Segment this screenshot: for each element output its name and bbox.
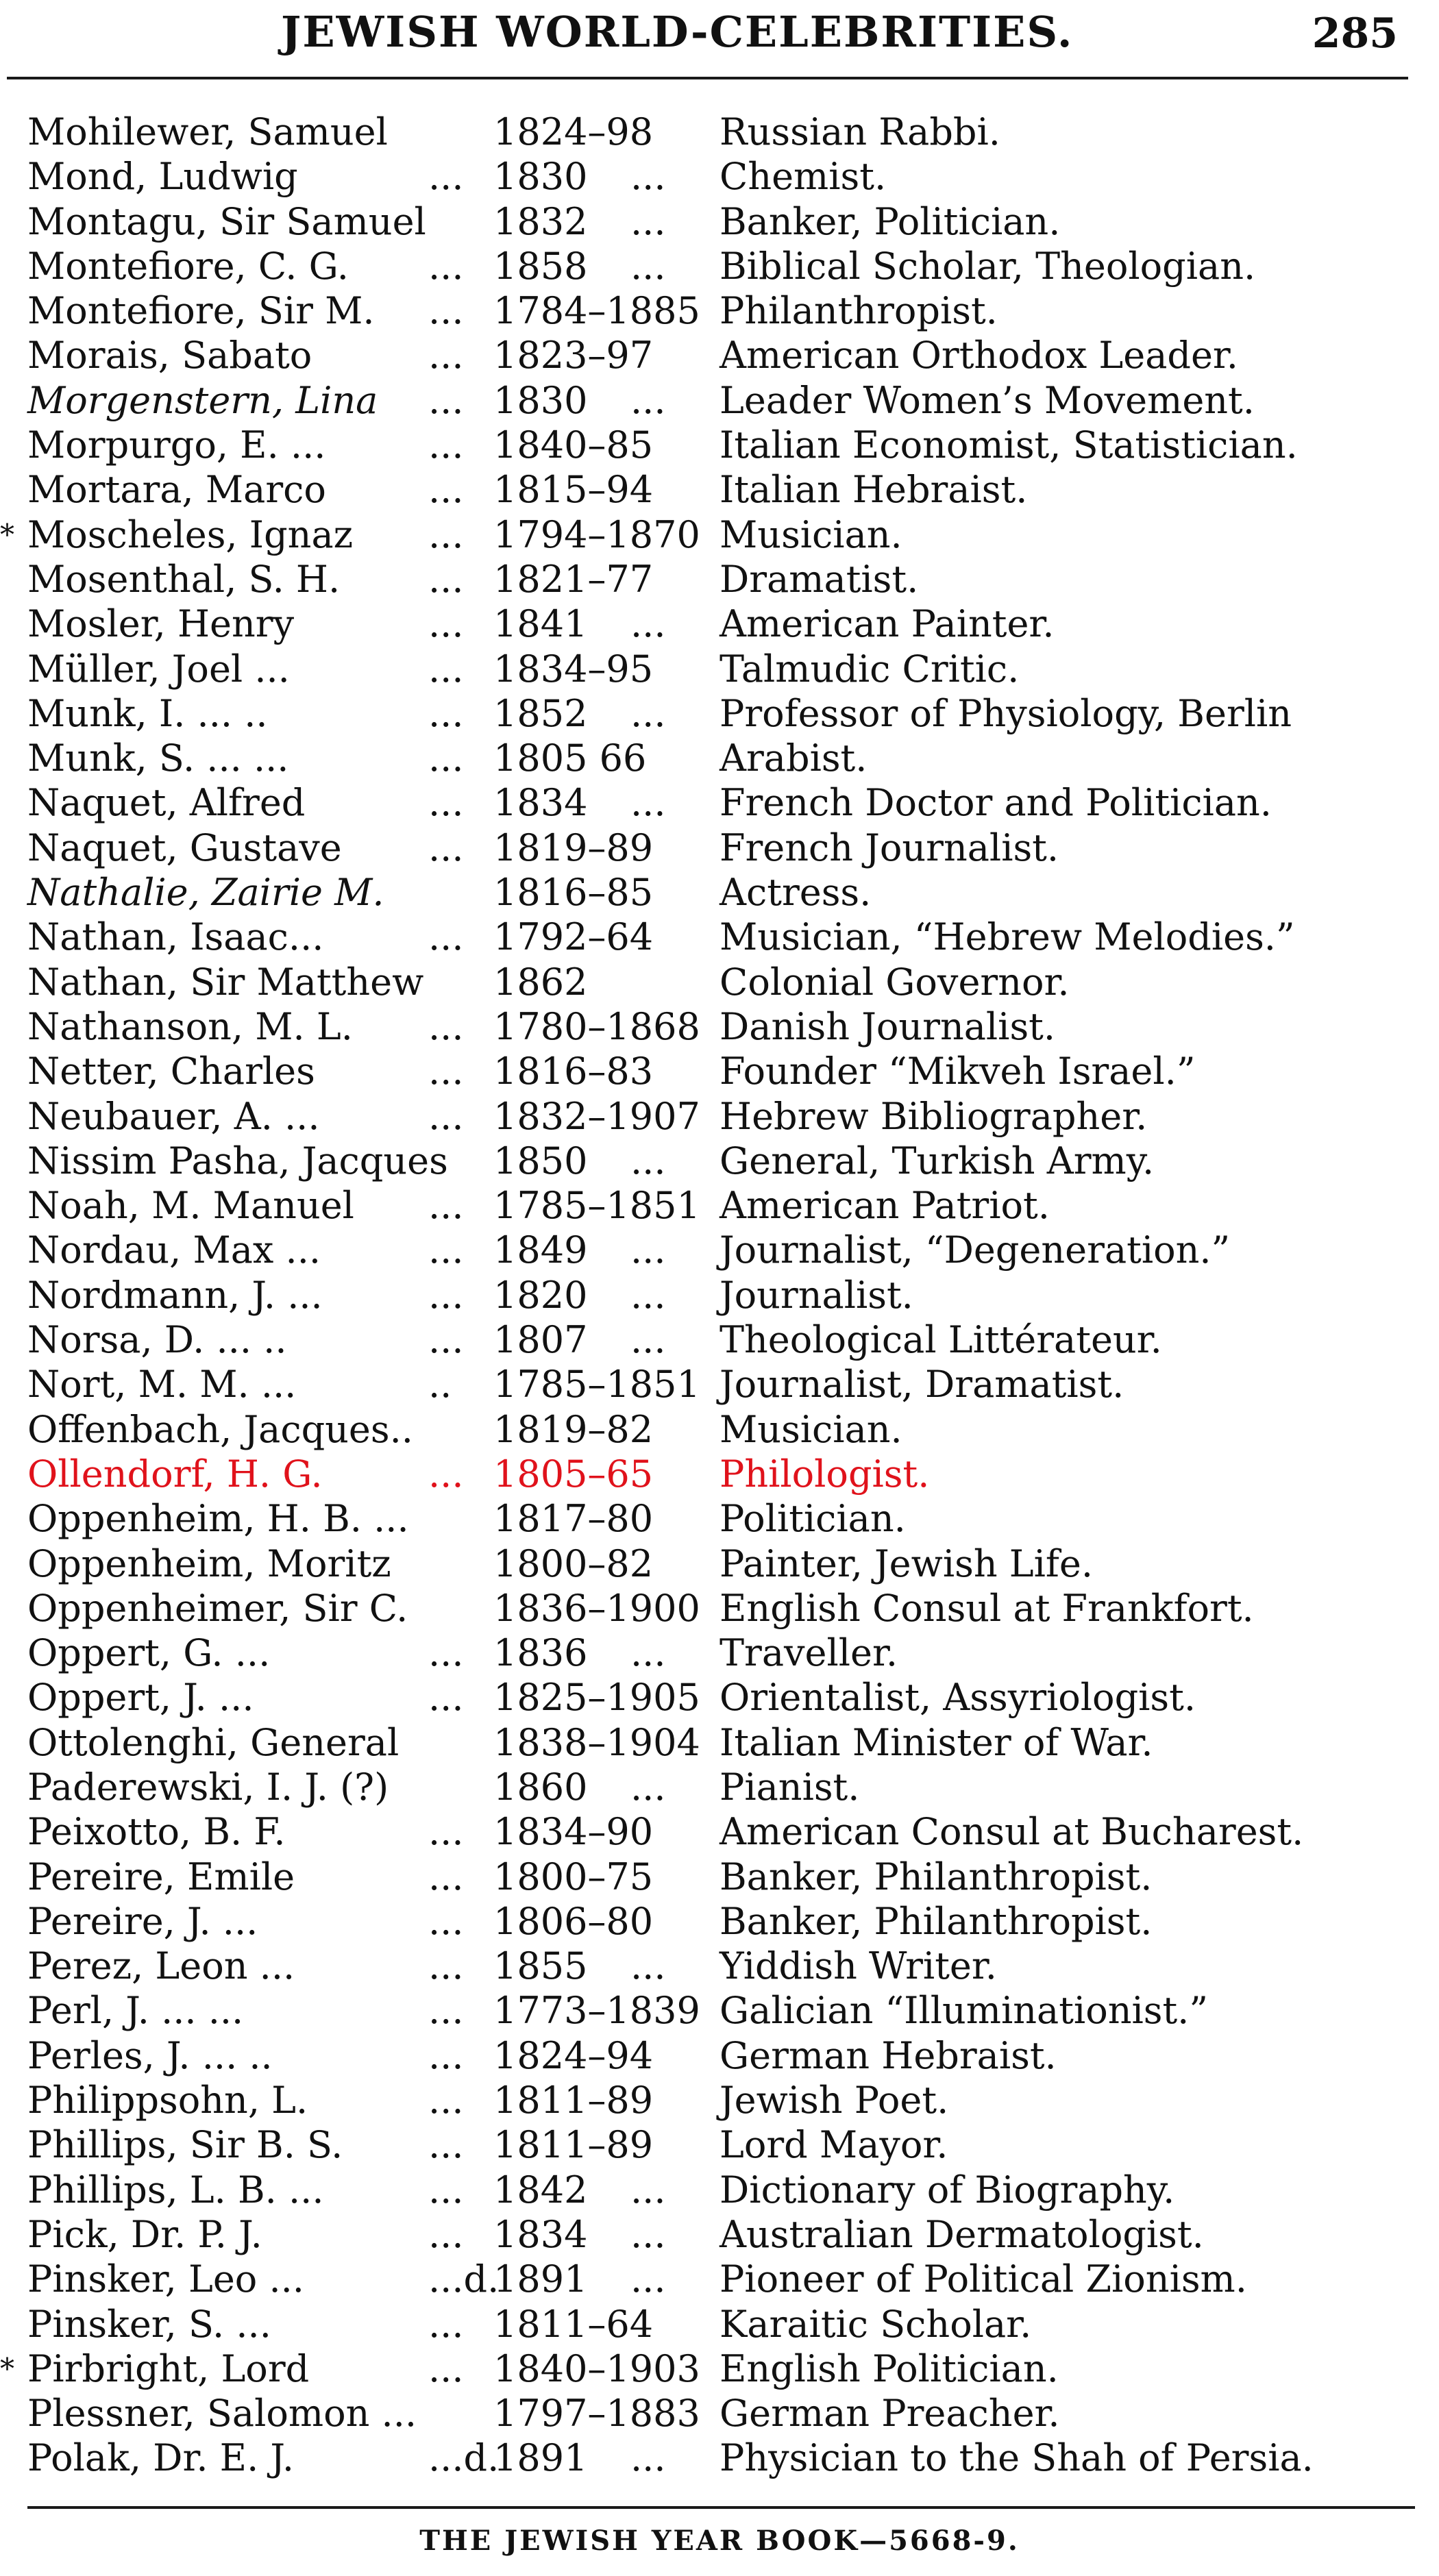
list-item bbox=[0, 1139, 1439, 1183]
entry-leader-dots-2: ... bbox=[630, 2212, 666, 2256]
entry-leader-dots: ... bbox=[428, 378, 464, 422]
entry-dates: 1807 bbox=[493, 1318, 588, 1362]
entry-name: Mohilewer, Samuel bbox=[27, 110, 388, 153]
list-item bbox=[0, 647, 1439, 691]
entry-name: Pinsker, Leo ... bbox=[27, 2257, 304, 2301]
entry-name: Pereire, J. ... bbox=[27, 1899, 258, 1943]
entry-description: Pioneer of Political Zionism. bbox=[720, 2257, 1247, 2301]
entry-description: Pianist. bbox=[720, 1765, 860, 1809]
entry-description: Talmudic Critic. bbox=[720, 647, 1020, 691]
entry-dates: 1806–80 bbox=[493, 1899, 654, 1943]
entry-description: English Consul at Frankfort. bbox=[720, 1586, 1254, 1630]
entry-name: Montefiore, Sir M. bbox=[27, 289, 375, 333]
entry-description: German Hebraist. bbox=[720, 2033, 1057, 2077]
entry-leader-dots: ... bbox=[428, 2079, 464, 2122]
entry-name: Naquet, Gustave bbox=[27, 826, 342, 869]
entry-name: Morpurgo, E. ... bbox=[27, 423, 326, 467]
entry-leader-dots: ... bbox=[428, 2123, 464, 2167]
entry-leader-dots: ... bbox=[428, 1452, 464, 1496]
entry-dates: 1785–1851 bbox=[493, 1184, 700, 1228]
entry-description: American Consul at Bucharest. bbox=[720, 1810, 1304, 1854]
list-item bbox=[0, 691, 1439, 736]
list-item bbox=[0, 1675, 1439, 1720]
list-item bbox=[0, 2346, 1439, 2391]
entry-leader-dots: ... bbox=[428, 736, 464, 780]
entry-description: General, Turkish Army. bbox=[720, 1139, 1155, 1182]
entry-dates: 1811–89 bbox=[493, 2079, 654, 2122]
entry-dates: 1832 bbox=[493, 199, 588, 243]
footer-text: THE JEWISH YEAR BOOK—5668-9. bbox=[419, 2525, 1020, 2557]
entry-leader-dots-2: ... bbox=[630, 2257, 666, 2301]
list-item bbox=[0, 467, 1439, 512]
list-item bbox=[0, 512, 1439, 557]
entry-dates: 1773–1839 bbox=[493, 1989, 700, 2033]
entry-dates: 1836–1900 bbox=[493, 1586, 700, 1630]
entry-description: Danish Journalist. bbox=[720, 1004, 1056, 1048]
entry-description: French Journalist. bbox=[720, 826, 1059, 869]
entry-name: Nordau, Max ... bbox=[27, 1228, 321, 1272]
entry-description: American Patriot. bbox=[720, 1184, 1050, 1228]
list-item bbox=[0, 1362, 1439, 1407]
entry-leader-dots: ... bbox=[428, 1944, 464, 1988]
entry-name: Oppert, G. ... bbox=[27, 1631, 271, 1675]
page-header bbox=[0, 0, 1439, 72]
entry-description: Musician, “Hebrew Melodies.” bbox=[720, 915, 1295, 959]
entry-description: Philanthropist. bbox=[720, 289, 998, 333]
entry-leader-dots: ... bbox=[428, 155, 464, 199]
entry-dates: 1855 bbox=[493, 1944, 588, 1988]
entry-dates: 1891 bbox=[493, 2436, 588, 2480]
entry-leader-dots-2: ... bbox=[630, 244, 666, 288]
entry-leader-dots-2: ... bbox=[630, 1765, 666, 1809]
entry-description: Hebrew Bibliographer. bbox=[720, 1094, 1148, 1138]
entry-name: Morais, Sabato bbox=[27, 334, 312, 377]
page-title: JEWISH WORLD-CELEBRITIES. bbox=[281, 7, 1074, 57]
list-item bbox=[0, 423, 1439, 467]
entry-description: Chemist. bbox=[720, 155, 887, 199]
entry-description: Australian Dermatologist. bbox=[720, 2212, 1204, 2256]
entry-dates: 1841 bbox=[493, 602, 588, 646]
entry-description: English Politician. bbox=[720, 2346, 1059, 2390]
entry-dates: 1805 66 bbox=[493, 736, 647, 780]
entry-description: Philologist. bbox=[720, 1452, 930, 1496]
entry-leader-dots: ... bbox=[428, 244, 464, 288]
entry-dates: 1836 bbox=[493, 1631, 588, 1675]
list-item bbox=[0, 2212, 1439, 2257]
entry-name: Pereire, Emile bbox=[27, 1855, 295, 1898]
entry-leader-dots: ... bbox=[428, 826, 464, 869]
entry-dates: 1825–1905 bbox=[493, 1676, 700, 1720]
entry-leader-dots: ... bbox=[428, 468, 464, 512]
list-item bbox=[0, 1273, 1439, 1317]
entry-leader-dots: ... bbox=[428, 1273, 464, 1317]
entry-dates: 1832–1907 bbox=[493, 1094, 700, 1138]
entry-leader-dots-2: ... bbox=[630, 2168, 666, 2212]
list-item bbox=[0, 199, 1439, 244]
entry-description: Founder “Mikveh Israel.” bbox=[720, 1050, 1196, 1093]
list-item bbox=[0, 960, 1439, 1004]
list-item bbox=[0, 2078, 1439, 2122]
entry-leader-dots-2: ... bbox=[630, 199, 666, 243]
entry-leader-dots: ... bbox=[428, 1184, 464, 1228]
list-item bbox=[0, 1452, 1439, 1496]
entry-description: Physician to the Shah of Persia. bbox=[720, 2436, 1314, 2480]
entry-leader-dots: ... bbox=[428, 1094, 464, 1138]
entry-description: Italian Economist, Statistician. bbox=[720, 423, 1298, 467]
entry-name: Müller, Joel ... bbox=[27, 647, 290, 691]
entry-name: Morgenstern, Lina bbox=[27, 378, 378, 422]
entry-dates: 1821–77 bbox=[493, 557, 654, 601]
list-item bbox=[0, 1988, 1439, 2033]
list-item bbox=[0, 2168, 1439, 2212]
entry-leader-dots: ... bbox=[428, 1318, 464, 1362]
entry-name: Montagu, Sir Samuel bbox=[27, 199, 426, 243]
entry-name: Nathalie, Zairie M. bbox=[27, 871, 384, 915]
entry-dates: 1819–82 bbox=[493, 1407, 654, 1451]
entry-leader-dots-2: ... bbox=[630, 378, 666, 422]
entry-leader-dots-2: ... bbox=[630, 1944, 666, 1988]
entry-leader-dots-2: ... bbox=[630, 1139, 666, 1182]
entry-dates: 1811–64 bbox=[493, 2302, 654, 2346]
entry-description: Actress. bbox=[720, 871, 872, 915]
entry-dates: 1794–1870 bbox=[493, 512, 700, 556]
entry-dates: 1816–83 bbox=[493, 1050, 654, 1093]
list-item bbox=[0, 1004, 1439, 1049]
list-item bbox=[0, 602, 1439, 646]
entry-name: Perez, Leon ... bbox=[27, 1944, 295, 1988]
entry-dates: 1792–64 bbox=[493, 915, 654, 959]
entry-dates: 1805–65 bbox=[493, 1452, 654, 1496]
entry-description: Banker, Philanthropist. bbox=[720, 1899, 1153, 1943]
entry-leader-dots-2: ... bbox=[630, 155, 666, 199]
entry-dates: 1850 bbox=[493, 1139, 588, 1182]
entry-name: Naquet, Alfred bbox=[27, 781, 306, 825]
entry-name: Pinsker, S. ... bbox=[27, 2302, 271, 2346]
entry-name: Munk, S. ... ... bbox=[27, 736, 289, 780]
entry-name: Munk, I. ... .. bbox=[27, 691, 268, 735]
entry-name: Nathan, Sir Matthew bbox=[27, 960, 424, 1004]
entry-dates: 1834–90 bbox=[493, 1810, 654, 1854]
entry-name: Pirbright, Lord bbox=[27, 2346, 310, 2390]
entry-description: Russian Rabbi. bbox=[720, 110, 1000, 153]
entry-name: Moscheles, Ignaz bbox=[27, 512, 354, 556]
entry-dates: 1830 bbox=[493, 378, 588, 422]
entry-description: Journalist, “Degeneration.” bbox=[720, 1228, 1231, 1272]
entry-leader-dots: ... bbox=[428, 1989, 464, 2033]
entry-description: Painter, Jewish Life. bbox=[720, 1541, 1094, 1585]
entry-name: Phillips, L. B. ... bbox=[27, 2168, 324, 2212]
list-item bbox=[0, 244, 1439, 288]
entry-dates: 1840–85 bbox=[493, 423, 654, 467]
entry-description: Professor of Physiology, Berlin bbox=[720, 691, 1292, 735]
entry-leader-dots: ... bbox=[428, 691, 464, 735]
entry-leader-dots: ... bbox=[428, 647, 464, 691]
entry-dates: 1858 bbox=[493, 244, 588, 288]
list-item bbox=[0, 1407, 1439, 1452]
entry-leader-dots-2: ... bbox=[630, 602, 666, 646]
list-item bbox=[0, 154, 1439, 199]
entry-dates: 1860 bbox=[493, 1765, 588, 1809]
list-item bbox=[0, 1541, 1439, 1586]
list-item bbox=[0, 2122, 1439, 2167]
bottom-rule bbox=[27, 2506, 1415, 2509]
entry-leader-dots: ... bbox=[428, 423, 464, 467]
list-item bbox=[0, 378, 1439, 423]
entry-name: Nissim Pasha, Jacques bbox=[27, 1139, 448, 1182]
entry-name: Pick, Dr. P. J. bbox=[27, 2212, 262, 2256]
entry-dates: 1819–89 bbox=[493, 826, 654, 869]
list-item bbox=[0, 2302, 1439, 2346]
entry-name: Netter, Charles bbox=[27, 1050, 315, 1093]
entry-leader-dots: ... bbox=[428, 1631, 464, 1675]
list-item bbox=[0, 1094, 1439, 1139]
entry-description: German Preacher. bbox=[720, 2392, 1060, 2436]
list-item bbox=[0, 1049, 1439, 1093]
list-item bbox=[0, 915, 1439, 959]
entry-description: Arabist. bbox=[720, 736, 868, 780]
list-item bbox=[0, 2257, 1439, 2301]
list-item bbox=[0, 826, 1439, 870]
entry-dates: 1891 bbox=[493, 2257, 588, 2301]
entry-name: Phillips, Sir B. S. bbox=[27, 2123, 343, 2167]
entry-dates: 1797–1883 bbox=[493, 2392, 700, 2436]
entry-leader-dots-2: ... bbox=[630, 1273, 666, 1317]
entry-description: Lord Mayor. bbox=[720, 2123, 948, 2167]
entry-description: Dictionary of Biography. bbox=[720, 2168, 1175, 2212]
entries-list bbox=[0, 110, 1439, 2481]
entry-leader-dots: ... bbox=[428, 1050, 464, 1093]
entry-description: Jewish Poet. bbox=[720, 2079, 949, 2122]
entry-description: American Painter. bbox=[720, 602, 1055, 646]
list-item bbox=[0, 1496, 1439, 1541]
entry-name: Oppert, J. ... bbox=[27, 1676, 254, 1720]
entry-description: Orientalist, Assyriologist. bbox=[720, 1676, 1196, 1720]
entry-dates: 1823–97 bbox=[493, 334, 654, 377]
list-item bbox=[0, 1631, 1439, 1675]
entry-name: Ollendorf, H. G. bbox=[27, 1452, 323, 1496]
entry-description: Theological Littérateur. bbox=[720, 1318, 1162, 1362]
list-item bbox=[0, 1809, 1439, 1854]
entry-leader-dots-2: ... bbox=[630, 2436, 666, 2480]
list-item bbox=[0, 333, 1439, 377]
page-number: 285 bbox=[1312, 10, 1398, 58]
entry-description: Musician. bbox=[720, 1407, 902, 1451]
entry-leader-dots: ... bbox=[428, 2168, 464, 2212]
entry-leader-dots: ... bbox=[428, 1004, 464, 1048]
list-item bbox=[0, 1183, 1439, 1228]
list-item bbox=[0, 1228, 1439, 1272]
entry-name: Ottolenghi, General bbox=[27, 1720, 399, 1764]
entry-description: Banker, Philanthropist. bbox=[720, 1855, 1153, 1898]
entry-description: Banker, Politician. bbox=[720, 199, 1061, 243]
entry-description: Italian Hebraist. bbox=[720, 468, 1028, 512]
entry-dates: 1824–94 bbox=[493, 2033, 654, 2077]
entry-dates: 1785–1851 bbox=[493, 1363, 700, 1407]
entry-leader-dots-2: ... bbox=[630, 1228, 666, 1272]
list-item bbox=[0, 736, 1439, 780]
list-item bbox=[0, 288, 1439, 333]
entry-dates: 1862 bbox=[493, 960, 588, 1004]
entry-leader-dots: ... bbox=[428, 1855, 464, 1898]
entry-dates: 1815–94 bbox=[493, 468, 654, 512]
entry-dates: 1816–85 bbox=[493, 871, 654, 915]
entry-dates: 1852 bbox=[493, 691, 588, 735]
entry-leader-dots: ... bbox=[428, 512, 464, 556]
entry-name: Mortara, Marco bbox=[27, 468, 326, 512]
list-item bbox=[0, 780, 1439, 825]
list-item bbox=[0, 1944, 1439, 1988]
entry-description: Galician “Illuminationist.” bbox=[720, 1989, 1208, 2033]
entry-name: Paderewski, I. J. (?) bbox=[27, 1765, 389, 1809]
entry-name: Polak, Dr. E. J. bbox=[27, 2436, 295, 2480]
list-item bbox=[0, 2033, 1439, 2078]
entry-name: Philippsohn, L. bbox=[27, 2079, 308, 2122]
list-item bbox=[0, 1586, 1439, 1631]
list-item bbox=[0, 1317, 1439, 1362]
list-item bbox=[0, 1765, 1439, 1809]
entry-description: Italian Minister of War. bbox=[720, 1720, 1153, 1764]
entry-description: Colonial Governor. bbox=[720, 960, 1070, 1004]
top-rule bbox=[7, 77, 1408, 79]
entry-leader-dots: ... bbox=[428, 334, 464, 377]
list-item bbox=[0, 870, 1439, 915]
entry-name: Oppenheim, H. B. ... bbox=[27, 1497, 409, 1541]
entry-leader-dots-2: ... bbox=[630, 781, 666, 825]
entry-leader-dots: ... bbox=[428, 1810, 464, 1854]
entry-name: Oppenheimer, Sir C. bbox=[27, 1586, 408, 1630]
entry-description: Traveller. bbox=[720, 1631, 898, 1675]
entry-leader-dots: ... bbox=[428, 2033, 464, 2077]
entry-name: Norsa, D. ... .. bbox=[27, 1318, 287, 1362]
entry-description: Biblical Scholar, Theologian. bbox=[720, 244, 1256, 288]
entry-name: Perles, J. ... .. bbox=[27, 2033, 273, 2077]
entry-dates: 1834 bbox=[493, 781, 588, 825]
entry-description: Karaitic Scholar. bbox=[720, 2302, 1032, 2346]
entry-dates: 1800–75 bbox=[493, 1855, 654, 1898]
entry-star: * bbox=[0, 517, 14, 552]
entry-description: American Orthodox Leader. bbox=[720, 334, 1238, 377]
list-item bbox=[0, 2436, 1439, 2480]
entry-name: Mosler, Henry bbox=[27, 602, 295, 646]
entry-leader-dots: ... bbox=[428, 602, 464, 646]
entry-dates: 1840–1903 bbox=[493, 2346, 700, 2390]
entry-description: Journalist. bbox=[720, 1273, 913, 1317]
entry-leader-dots: ... bbox=[428, 2346, 464, 2390]
entry-description: Yiddish Writer. bbox=[720, 1944, 997, 1988]
entry-dates: 1811–89 bbox=[493, 2123, 654, 2167]
entry-name: Nordmann, J. ... bbox=[27, 1273, 323, 1317]
entry-leader-dots: ... bbox=[428, 2302, 464, 2346]
list-item bbox=[0, 557, 1439, 602]
entry-name: Nort, M. M. ... bbox=[27, 1363, 297, 1407]
entry-name: Nathanson, M. L. bbox=[27, 1004, 353, 1048]
entry-dates: 1834 bbox=[493, 2212, 588, 2256]
entry-name: Nathan, Isaac... bbox=[27, 915, 324, 959]
entry-name: Offenbach, Jacques.. bbox=[27, 1407, 413, 1451]
entry-name: Neubauer, A. ... bbox=[27, 1094, 320, 1138]
entry-leader-dots: ...d. bbox=[428, 2436, 500, 2480]
entry-leader-dots: ... bbox=[428, 557, 464, 601]
entry-dates: 1830 bbox=[493, 155, 588, 199]
entry-leader-dots: ... bbox=[428, 289, 464, 333]
entry-description: Musician. bbox=[720, 512, 902, 556]
entry-dates: 1800–82 bbox=[493, 1541, 654, 1585]
entry-leader-dots: ... bbox=[428, 781, 464, 825]
entry-name: Perl, J. ... ... bbox=[27, 1989, 244, 2033]
entry-name: Mosenthal, S. H. bbox=[27, 557, 341, 601]
entry-leader-dots: ... bbox=[428, 1899, 464, 1943]
list-item bbox=[0, 1855, 1439, 1899]
entry-name: Mond, Ludwig bbox=[27, 155, 298, 199]
entry-leader-dots: ... bbox=[428, 1228, 464, 1272]
entry-dates: 1842 bbox=[493, 2168, 588, 2212]
entry-name: Montefiore, C. G. bbox=[27, 244, 349, 288]
entry-dates: 1838–1904 bbox=[493, 1720, 700, 1764]
list-item bbox=[0, 1899, 1439, 1944]
entry-dates: 1824–98 bbox=[493, 110, 654, 153]
entry-name: Peixotto, B. F. bbox=[27, 1810, 286, 1854]
entry-description: Journalist, Dramatist. bbox=[720, 1363, 1124, 1407]
list-item bbox=[0, 110, 1439, 154]
entry-description: Politician. bbox=[720, 1497, 906, 1541]
entry-dates: 1820 bbox=[493, 1273, 588, 1317]
entry-leader-dots-2: ... bbox=[630, 1318, 666, 1362]
entry-description: Dramatist. bbox=[720, 557, 919, 601]
entry-dates: 1784–1885 bbox=[493, 289, 700, 333]
list-item bbox=[0, 1720, 1439, 1765]
entry-leader-dots: ...d. bbox=[428, 2257, 500, 2301]
list-item bbox=[0, 2391, 1439, 2436]
entry-leader-dots-2: ... bbox=[630, 1631, 666, 1675]
entry-dates: 1780–1868 bbox=[493, 1004, 700, 1048]
entry-dates: 1834–95 bbox=[493, 647, 654, 691]
entry-leader-dots-2: ... bbox=[630, 691, 666, 735]
entry-leader-dots: .. bbox=[428, 1363, 452, 1407]
entry-leader-dots: ... bbox=[428, 2212, 464, 2256]
entry-dates: 1849 bbox=[493, 1228, 588, 1272]
entry-leader-dots: ... bbox=[428, 915, 464, 959]
entry-dates: 1817–80 bbox=[493, 1497, 654, 1541]
entry-leader-dots: ... bbox=[428, 1676, 464, 1720]
entry-description: Leader Women’s Movement. bbox=[720, 378, 1255, 422]
entry-star: * bbox=[0, 2351, 14, 2386]
entry-name: Oppenheim, Moritz bbox=[27, 1541, 391, 1585]
entry-name: Plessner, Salomon ... bbox=[27, 2392, 417, 2436]
entry-name: Noah, M. Manuel bbox=[27, 1184, 354, 1228]
entry-description: French Doctor and Politician. bbox=[720, 781, 1272, 825]
